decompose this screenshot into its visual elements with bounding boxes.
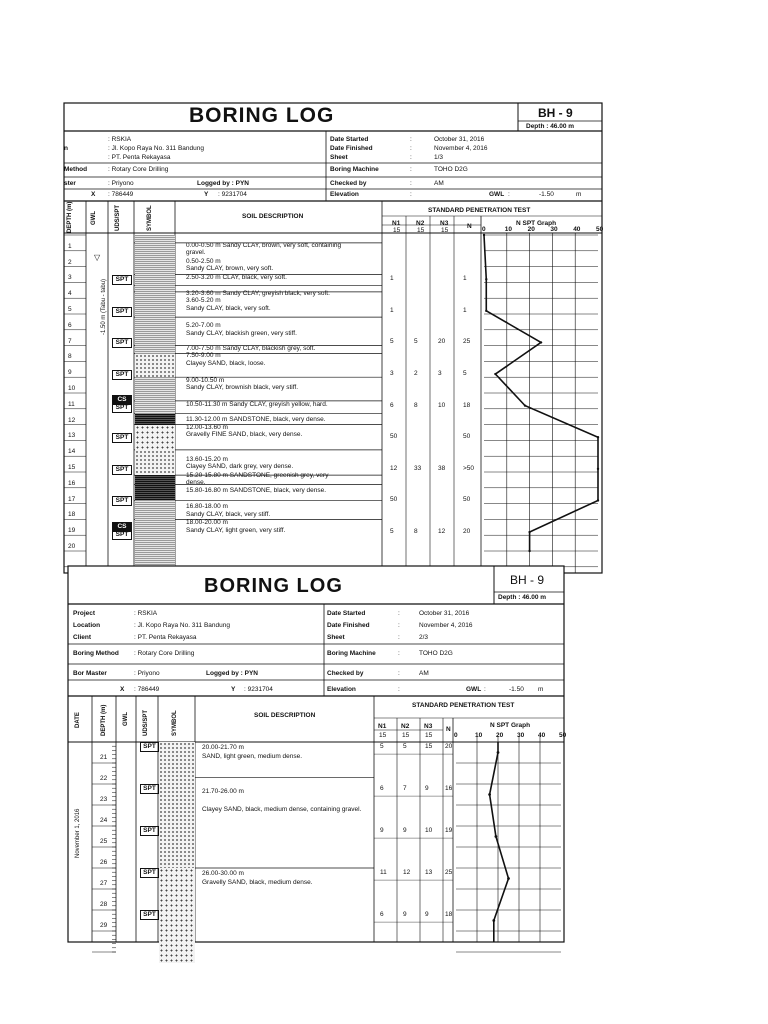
nspt-point	[483, 234, 485, 236]
sheet-1-colon-1: :	[410, 136, 412, 143]
spt-n3: 10	[425, 827, 433, 835]
sample-tag: SPT	[112, 307, 132, 317]
spt-n: 50	[463, 433, 471, 441]
soil-description-line: Clayey SAND, black, loose.	[186, 360, 266, 367]
graph-tick-label: 10	[504, 226, 513, 233]
sheet-1-bor-master: : Priyono	[108, 180, 134, 187]
graph-tick-label: 40	[538, 732, 546, 739]
sandstone-symbol	[135, 414, 175, 425]
soil-description-line: 15.80-16.80 m SANDSTONE, black, very dense.	[186, 487, 327, 495]
sample-tag: SPT	[112, 370, 132, 380]
sheet-2-location-label: Location	[73, 622, 101, 629]
sheet-1-logged-by: Logged by : PYN	[197, 180, 249, 187]
sheet-1-header-sub-2: 15	[417, 227, 425, 234]
spt-n3: 9	[425, 911, 429, 919]
sheet-2-method-label: Boring Method	[73, 650, 119, 657]
sheet-2-header-sub-2: 15	[402, 732, 410, 739]
depth-label: 16	[68, 479, 76, 487]
sheet-1-date-started: October 31, 2016	[434, 136, 485, 143]
sheet-1-header-soil: SOIL DESCRIPTION	[242, 213, 304, 220]
depth-label: 3	[68, 274, 72, 282]
sheet-1-colon-2: :	[410, 145, 412, 152]
graph-tick-label: 20	[496, 732, 504, 739]
depth-label: 24	[100, 817, 108, 824]
sheet-1-header-depth: DEPTH (m)	[67, 201, 73, 233]
spt-n1: 11	[380, 869, 387, 877]
spt-n1: 3	[390, 370, 394, 378]
depth-label: 19	[68, 527, 76, 535]
soil-description-line: 7.00-7.50 m Sandy CLAY, blackish grey, soft.	[186, 345, 316, 353]
soil-description-line: 13.60-15.20 m	[186, 455, 228, 463]
soil-description-line: 3.20-3.60 m Sandy CLAY, greyish black, very soft.	[186, 289, 330, 297]
sheet-1-y-label: Y	[204, 191, 209, 198]
sheet-1-depth-label: Depth : 46.00 m	[526, 123, 575, 130]
sheet-2-date-note: November 1, 2016	[75, 808, 81, 858]
sheet-2-x-value: : 786449	[134, 686, 160, 693]
soil-description-line: gravel.	[186, 249, 206, 257]
graph-tick-label: 0	[454, 732, 458, 739]
spt-n2: 33	[414, 464, 422, 472]
spt-n: 20	[445, 743, 453, 751]
sheet-2-location: : Jl. Kopo Raya No. 311 Bandung	[134, 622, 230, 629]
depth-label: 22	[100, 775, 108, 782]
nspt-point	[597, 468, 599, 470]
sheet-2-header-n: N	[446, 726, 451, 733]
sheet-2-elevation-label: Elevation	[327, 686, 356, 693]
spt-n3: 10	[438, 401, 446, 409]
sheet-1-gwl-note: -1.50 m (Tabu - tabu)	[101, 278, 107, 335]
sheet-2-title: BORING LOG	[204, 575, 343, 597]
sheet-1-sheet-value: 1/3	[434, 154, 444, 161]
depth-label: 9	[68, 369, 72, 377]
spt-n: 18	[463, 401, 471, 409]
sheet-1-x-value: : 786449	[108, 191, 134, 198]
depth-label: 17	[68, 495, 76, 503]
sheet-2-date-started-label: Date Started	[327, 610, 366, 617]
sheet-1-gwl-unit: m	[576, 191, 582, 198]
spt-n2: 12	[403, 869, 411, 877]
sheet-2-colon-6: :	[398, 686, 400, 693]
depth-label: 10	[68, 385, 76, 392]
soil-description-line: Sandy CLAY, light green, very stiff.	[186, 526, 286, 534]
spt-n2: 8	[414, 401, 418, 409]
clayey-sand-symbol	[135, 450, 175, 475]
sheet-2-header-n3: N3	[424, 723, 433, 730]
spt-n: 1	[463, 306, 467, 314]
nspt-point	[488, 793, 491, 796]
spt-n2: 2	[414, 370, 418, 378]
spt-n2: 8	[414, 528, 418, 536]
gravelly-sand-symbol	[159, 868, 195, 963]
sheet-2-project-label: Project	[73, 610, 96, 617]
sheet-2-x-label: X	[120, 686, 125, 693]
sheet-2-master-label: Bor Master	[73, 670, 107, 677]
sandstone-symbol	[135, 475, 175, 500]
nspt-point	[497, 751, 500, 754]
sheet-2-colon-3: :	[398, 634, 400, 641]
depth-label: 13	[68, 432, 76, 440]
sheet-2-header-depth: DEPTH (m)	[101, 704, 107, 736]
gravelly-sand-symbol	[135, 425, 175, 450]
sheet-2-checked-value: AM	[419, 670, 429, 677]
nspt-point	[494, 373, 496, 375]
depth-label: 28	[100, 901, 108, 908]
sheet-2-header-soil: SOIL DESCRIPTION	[254, 712, 316, 719]
sheet-1-left-label-method: Method	[64, 166, 88, 173]
graph-tick-label: 50	[559, 732, 567, 739]
soil-description-line: 12.00-13.60 m	[186, 423, 228, 431]
sample-tag: SPT	[140, 784, 159, 794]
spt-n1: 5	[390, 528, 394, 536]
sheet-2-header-n2: N2	[401, 723, 410, 730]
spt-n1: 6	[380, 785, 384, 793]
depth-label: 5	[68, 306, 72, 313]
spt-n: 25	[445, 869, 453, 877]
sample-tag: SPT	[112, 403, 132, 413]
nspt-point	[485, 310, 487, 312]
sheet-1-header-symbol: SYMBOL	[147, 205, 153, 231]
sheet-1-machine-label: Boring Machine	[330, 166, 379, 173]
sheet-1-left-label-location: n	[64, 145, 68, 152]
sheet-1-header-sub-1: 15	[393, 227, 401, 234]
spt-n: 18	[445, 911, 453, 919]
sheet-2-colon-2: :	[398, 622, 400, 629]
spt-n: 50	[463, 496, 471, 504]
depth-label: 1	[68, 242, 72, 250]
depth-label: 12	[68, 416, 76, 424]
sheet-1-location: : Jl. Kopo Raya No. 311 Bandung	[108, 145, 204, 152]
depth-label: 25	[100, 838, 108, 845]
sheet-2-y-label: Y	[231, 686, 236, 693]
graph-tick-label: 30	[517, 732, 525, 739]
sheet-2-gwl-value: -1.50	[509, 686, 524, 693]
soil-description-line: 15.20-15.80 m SANDSTONE, greenish grey, very	[186, 471, 329, 479]
soil-description-line: 16.80-18.00 m	[186, 503, 228, 511]
soil-description-line: 2.50-3.20 m CLAY, black, very soft.	[186, 274, 287, 282]
sheet-1-checked-label: Checked by	[330, 180, 367, 187]
graph-tick-label: 20	[527, 226, 535, 233]
soil-description-line: 20.00-21.70 m	[202, 744, 244, 752]
soil-description-line: 21.70-26.00 m	[202, 788, 244, 796]
spt-n1: 5	[390, 338, 394, 346]
spt-n: >50	[463, 464, 475, 472]
depth-label: 7	[68, 337, 72, 345]
sample-tag: SPT	[112, 530, 132, 540]
boring-log-sheet-1	[64, 103, 602, 573]
depth-label: 4	[68, 290, 72, 298]
sheet-1-y-value: : 9231704	[218, 191, 247, 198]
graph-tick-label: 0	[482, 226, 486, 233]
sample-tag: SPT	[112, 338, 132, 348]
soil-description-line: Clayey SAND, black, medium dense, containing gravel.	[202, 806, 362, 814]
soil-description-line: 5.20-7.00 m	[186, 322, 221, 330]
sheet-2-header-graph: N SPT Graph	[490, 722, 531, 729]
sheet-2-header-symbol: SYMBOL	[172, 710, 178, 736]
spt-n3: 12	[438, 528, 446, 536]
spt-n1: 50	[390, 433, 398, 441]
sheet-1-machine-value: TOHO D2G	[434, 166, 468, 173]
graph-tick-label: 10	[475, 732, 483, 739]
depth-label: 23	[100, 796, 108, 803]
sheet-1-colon-6: :	[410, 191, 412, 198]
spt-n2: 9	[403, 911, 407, 919]
soil-description-line: 10.50-11.30 m Sandy CLAY, greyish yellow, hard.	[186, 400, 328, 408]
sheet-1-header-n3: N3	[440, 220, 449, 227]
sheet-1-gwl-value: -1.50	[539, 191, 554, 198]
spt-n: 5	[463, 370, 467, 378]
spt-n1: 6	[390, 401, 394, 409]
spt-n3: 13	[425, 869, 433, 877]
nspt-profile-line	[490, 742, 509, 942]
sheet-1-date-finished: November 4, 2016	[434, 145, 488, 152]
sheet-2-bh-id: BH - 9	[510, 573, 545, 587]
sheet-1-header-graph: N SPT Graph	[516, 220, 557, 227]
graph-tick-label: 50	[596, 226, 604, 233]
spt-n: 1	[463, 275, 467, 283]
sheet-2-y-value: : 9231704	[244, 686, 273, 693]
spt-n: 19	[445, 827, 453, 835]
depth-label: 26	[100, 859, 108, 866]
sand-symbol	[159, 742, 195, 868]
sheet-2-machine-label: Boring Machine	[327, 650, 376, 657]
spt-n: 16	[445, 785, 453, 793]
nspt-point	[597, 499, 599, 501]
graph-tick-label: 40	[573, 226, 581, 233]
sample-tag: SPT	[112, 465, 132, 475]
depth-label: 29	[100, 922, 108, 929]
spt-n1: 1	[390, 275, 394, 283]
spt-n1: 12	[390, 464, 398, 472]
nspt-point	[495, 835, 498, 838]
sheet-1-colon-4: :	[410, 166, 412, 173]
depth-label: 6	[68, 321, 72, 329]
nspt-point	[492, 919, 495, 922]
nspt-point	[597, 436, 599, 438]
boring-log-sheet-2	[68, 566, 567, 942]
sheet-1-checked-value: AM	[434, 180, 444, 187]
sheet-2-gwl-label: GWL	[466, 686, 482, 693]
soil-description-line: Sandy CLAY, black, very soft.	[186, 304, 271, 312]
spt-n3: 3	[438, 370, 442, 378]
spt-n3: 9	[425, 785, 429, 793]
depth-label: 27	[100, 880, 108, 887]
sheet-2-machine-value: TOHO D2G	[419, 650, 453, 657]
sheet-2-colon-1: :	[398, 610, 400, 617]
graph-tick-label: 30	[550, 226, 558, 233]
sheet-1-header-uds: UDS/SPT	[115, 204, 121, 231]
spt-n3: 20	[438, 338, 446, 346]
nspt-point	[528, 531, 530, 533]
sheet-1-elevation-label: Elevation	[330, 191, 359, 198]
sample-tag: SPT	[140, 910, 159, 920]
sheet-1-header-n1: N1	[392, 220, 401, 227]
soil-description-line: 11.30-12.00 m SANDSTONE, black, very dense.	[186, 416, 326, 424]
soil-description-line: 26.00-30.00 m	[202, 870, 244, 878]
spt-n1: 50	[390, 496, 398, 504]
sheet-1-header-sub-3: 15	[441, 227, 449, 234]
soil-description-line: Sandy CLAY, black, very stiff.	[186, 510, 271, 518]
sheet-1-project: : RSKIA	[108, 136, 132, 143]
clay-symbol	[135, 500, 175, 574]
sheet-1-header-gwl: GWL	[91, 211, 97, 225]
spt-n1: 1	[390, 306, 394, 314]
sheet-2-date-finished-label: Date Finished	[327, 622, 370, 629]
sheet-2-project: : RSKIA	[134, 610, 158, 617]
soil-description-line: 0.50-2.50 m	[186, 257, 221, 265]
spt-n2: 5	[403, 743, 407, 751]
sheet-1-colon-5: :	[410, 180, 412, 187]
sheet-1-header-n: N	[467, 223, 472, 230]
sample-tag: CS	[112, 395, 132, 405]
depth-label: 20	[68, 543, 76, 550]
soil-description-line: 9.00-10.50 m	[186, 376, 225, 384]
spt-n1: 9	[380, 827, 384, 835]
sheet-2-gwl-colon: :	[484, 686, 486, 693]
depth-label: 21	[100, 754, 108, 761]
sheet-2-date-finished: November 4, 2016	[419, 622, 473, 629]
sheet-1-gwl-label: GWL	[489, 191, 505, 198]
sheet-1-colon-3: :	[410, 154, 412, 161]
sheet-1-bh-id: BH - 9	[538, 106, 573, 120]
soil-description-line: dense.	[186, 479, 206, 487]
sheet-1-client: : PT. Penta Rekayasa	[108, 154, 171, 161]
sample-tag: SPT	[112, 496, 132, 506]
sample-tag: CS	[112, 522, 132, 532]
spt-n3: 38	[438, 464, 446, 472]
sample-tag: SPT	[140, 826, 159, 836]
sheet-2-client: : PT. Penta Rekayasa	[134, 634, 197, 641]
sheet-2-header-gwl: GWL	[123, 712, 129, 726]
clay-symbol	[135, 235, 175, 414]
sheet-2-depth-label: Depth : 46.00 m	[498, 594, 547, 601]
sheet-2-header-spt: STANDARD PENETRATION TEST	[412, 702, 515, 709]
sheet-1-date-finished-label: Date Finished	[330, 145, 373, 152]
sheet-2-logged-by: Logged by : PYN	[206, 670, 258, 677]
sheet-1-x-label: X	[91, 191, 96, 198]
sheet-2-header-sub-3: 15	[425, 732, 433, 739]
sheet-2-colon-4: :	[398, 650, 400, 657]
soil-description-line: Sandy CLAY, brownish black, very stiff.	[186, 384, 298, 392]
soil-description-line: 0.00-0.50 m Sandy CLAY, brown, very soft, containing	[186, 241, 342, 249]
sheet-2-header-n1: N1	[378, 723, 387, 730]
sheet-1-boring-method: : Rotary Core Drilling	[108, 166, 169, 173]
soil-description-line: SAND, light green, medium dense.	[202, 753, 303, 761]
soil-description-line: Gravelly FINE SAND, black, very dense.	[186, 431, 303, 439]
sheet-2-sheet-label: Sheet	[327, 634, 345, 641]
sheet-2-date-started: October 31, 2016	[419, 610, 470, 617]
sheet-1-sheet-label: Sheet	[330, 154, 348, 161]
sample-tag: SPT	[140, 742, 159, 752]
sheet-2-master: : Priyono	[134, 670, 160, 677]
spt-n1: 5	[380, 743, 384, 751]
sheet-2-gwl-unit: m	[538, 686, 544, 693]
nspt-point	[540, 341, 542, 343]
sheet-1-gwl-colon: :	[508, 191, 510, 198]
soil-description-line: Sandy CLAY, blackish green, very stiff.	[186, 329, 297, 337]
depth-label: 11	[68, 400, 75, 408]
spt-n2: 7	[403, 785, 407, 793]
depth-label: 8	[68, 353, 72, 361]
sheet-2-header-date: DATE	[75, 712, 81, 728]
sheet-2-method: : Rotary Core Drilling	[134, 650, 195, 657]
sheet-1-title: BORING LOG	[189, 104, 335, 127]
nspt-point	[528, 550, 530, 552]
depth-label: 18	[68, 511, 76, 519]
soil-description-line: Gravelly SAND, black, medium dense.	[202, 879, 313, 887]
sheet-2-header-sub-1: 15	[379, 732, 387, 739]
spt-n3: 15	[425, 743, 433, 751]
nspt-point	[524, 404, 526, 406]
spt-n2: 5	[414, 338, 418, 346]
soil-description-line: 7.50-9.00 m	[186, 352, 221, 360]
clayey-sand-symbol	[135, 354, 175, 378]
depth-label: 2	[68, 258, 72, 266]
gwl-marker-icon: ▽	[94, 253, 101, 262]
sheet-1-header-spt: STANDARD PENETRATION TEST	[428, 207, 531, 214]
sheet-1-header-n2: N2	[416, 220, 425, 227]
sample-tag: SPT	[112, 275, 132, 285]
sheet-1-date-started-label: Date Started	[330, 136, 369, 143]
spt-n: 25	[463, 338, 471, 346]
sheet-2-header-uds: UDS/SPT	[143, 709, 149, 736]
soil-description-line: 3.60-5.20 m	[186, 297, 221, 305]
nspt-point	[507, 877, 510, 880]
soil-description-line: 18.00-20.00 m	[186, 519, 228, 527]
soil-description-line: Sandy CLAY, brown, very soft.	[186, 265, 274, 273]
sheet-2-client-label: Client	[73, 634, 92, 641]
soil-description-line: Clayey SAND, dark grey, very dense.	[186, 463, 294, 471]
sample-tag: SPT	[140, 868, 159, 878]
sheet-2-colon-5: :	[398, 670, 400, 677]
spt-n2: 9	[403, 827, 407, 835]
sample-tag: SPT	[112, 433, 132, 443]
sheet-2-sheet-value: 2/3	[419, 634, 429, 641]
depth-label: 15	[68, 464, 76, 471]
spt-n1: 6	[380, 911, 384, 919]
spt-n: 20	[463, 528, 471, 536]
sheet-1-left-label-master: ster	[64, 180, 76, 187]
sheet-2-checked-label: Checked by	[327, 670, 364, 677]
nspt-point	[485, 278, 487, 280]
depth-label: 14	[68, 448, 76, 456]
